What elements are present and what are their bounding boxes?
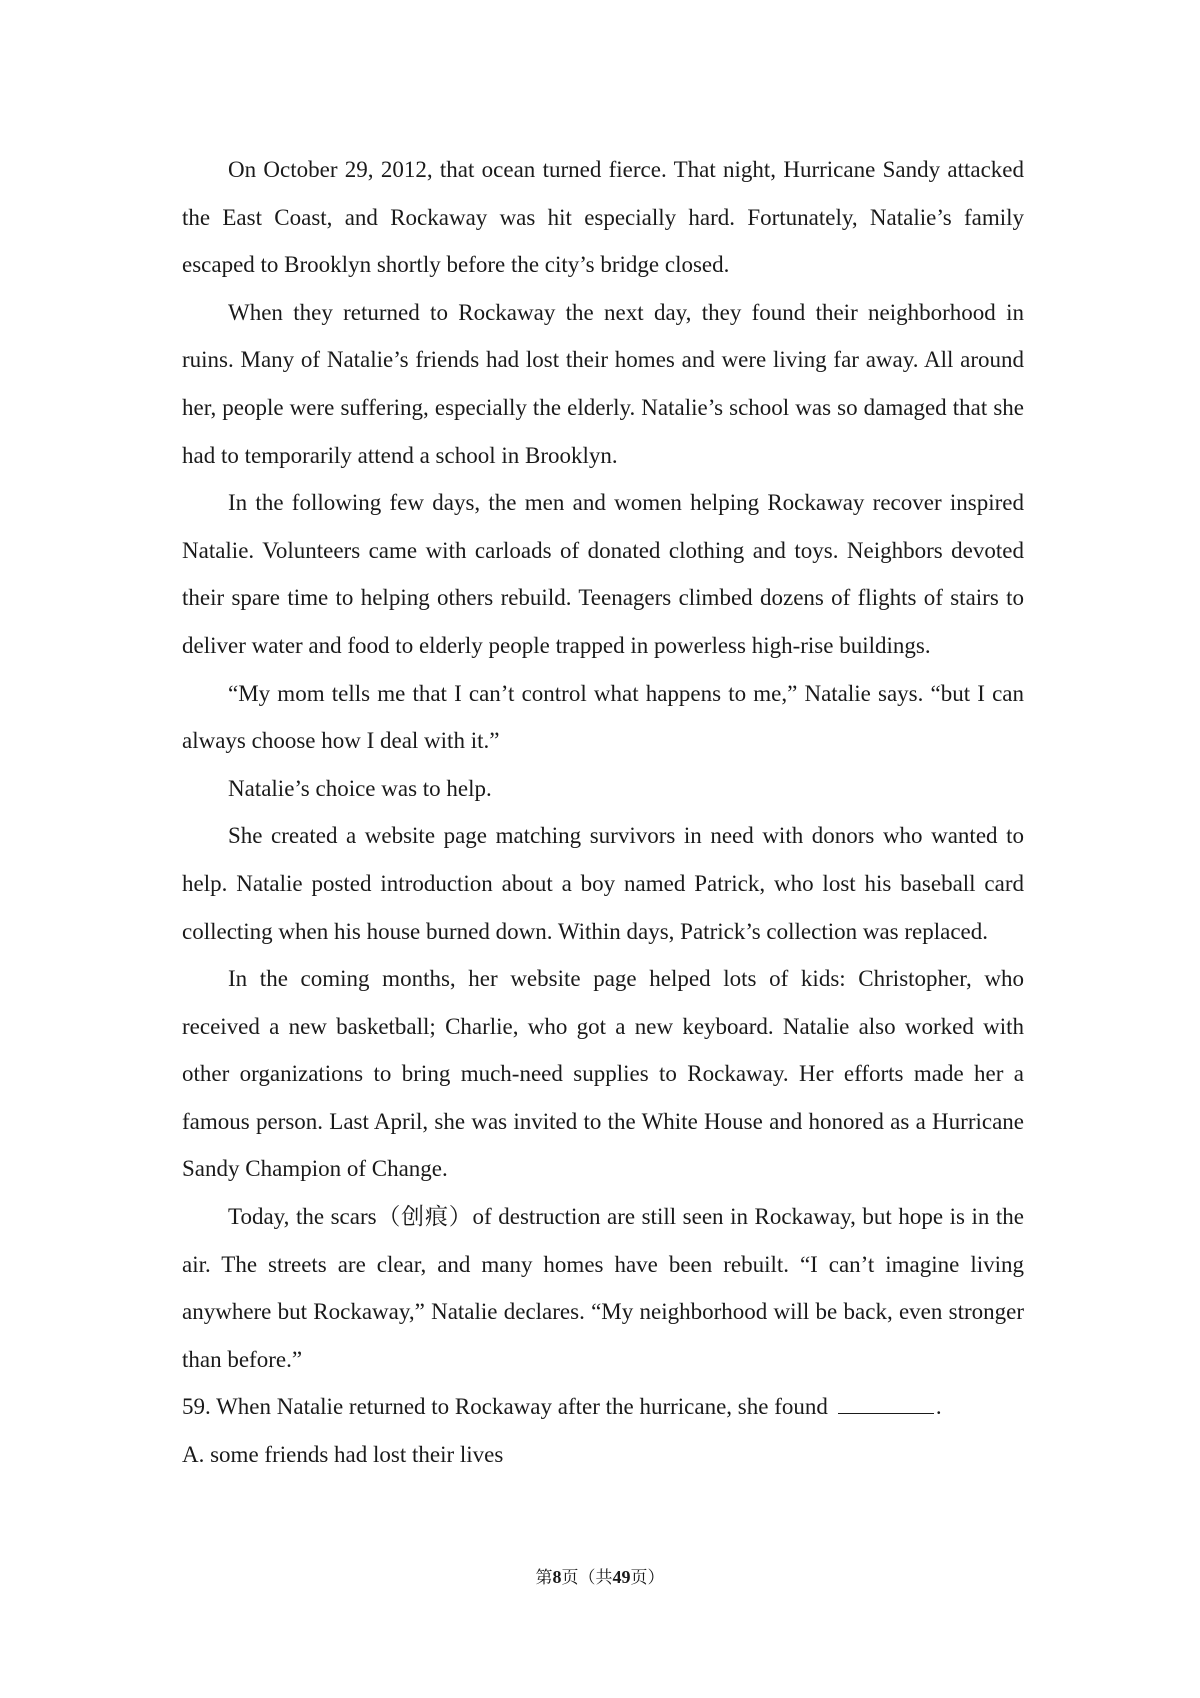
option-a: A. some friends had lost their lives [182, 1442, 504, 1468]
passage-body [182, 146, 1024, 1479]
paragraph-8: Today, the scars（创痕）of destruction are still seen in Rockaway, but hope is in the air. The streets are clear, and many homes have been rebuilt. “I can’t imagine living anywhere but Rockaway,” Natalie declares. “My neighborhood will be back, even stronger than before.” [182, 1204, 1024, 1372]
answer-blank [838, 1395, 934, 1414]
paragraph-4: “My mom tells me that I can’t control what happens to me,” Natalie says. “but I can always choose how I deal with it.” [182, 680, 1024, 754]
paragraph-6: She created a website page matching survivors in need with donors who wanted to help. Natalie posted introduction about a boy named Patrick, who lost his baseball card collecting when his house burned down. Within days, Patrick’s collection was replaced. [182, 823, 1024, 944]
question-59 [182, 1383, 1024, 1431]
footer-middle: 页（共 [561, 1568, 613, 1588]
paragraph-5: Natalie’s choice was to help. [228, 775, 492, 801]
question-end: . [935, 1394, 942, 1420]
footer-page-number: 8 [552, 1567, 562, 1587]
paragraph-1: On October 29, 2012, that ocean turned fierce. That night, Hurricane Sandy attacked the East Coast, and Rockaway was hit especially hard. Fortunately, Natalie’s family escaped to Brooklyn shortly before the city’s bridge closed. [182, 157, 1024, 278]
page-footer [0, 1563, 1200, 1588]
paragraph-3: In the following few days, the men and women helping Rockaway recover inspired Natalie. Volunteers came with carloads of donated clothing and toys. Neighbors devoted their spare time to helping others rebuild. Teenagers climbed dozens of flights of stairs to deliver water and food to elderly people trapped in powerless high-rise buildings. [182, 490, 1024, 658]
paragraph-2: When they returned to Rockaway the next day, they found their neighborhood in ruins. Many of Natalie’s friends had lost their homes and were living far away. All around her, people were suffering, especially the elderly. Natalie’s school was so damaged that she had to temporarily attend a school in Brooklyn. [182, 299, 1024, 468]
question-stem: 59. When Natalie returned to Rockaway after the hurricane, she found [182, 1394, 828, 1420]
footer-prefix: 第 [535, 1568, 553, 1588]
paragraph-7: In the coming months, her website page helped lots of kids: Christopher, who received a new basketball; Charlie, who got a new keyboard. Natalie also worked with other organizations to bring much-need supplies to Rockaway. Her efforts made her a famous person. Last April, she was invited to the White House and honored as a Hurricane Sandy Champion of Change. [182, 966, 1024, 1182]
footer-suffix: 页） [630, 1568, 665, 1588]
footer-total-pages: 49 [612, 1567, 631, 1587]
